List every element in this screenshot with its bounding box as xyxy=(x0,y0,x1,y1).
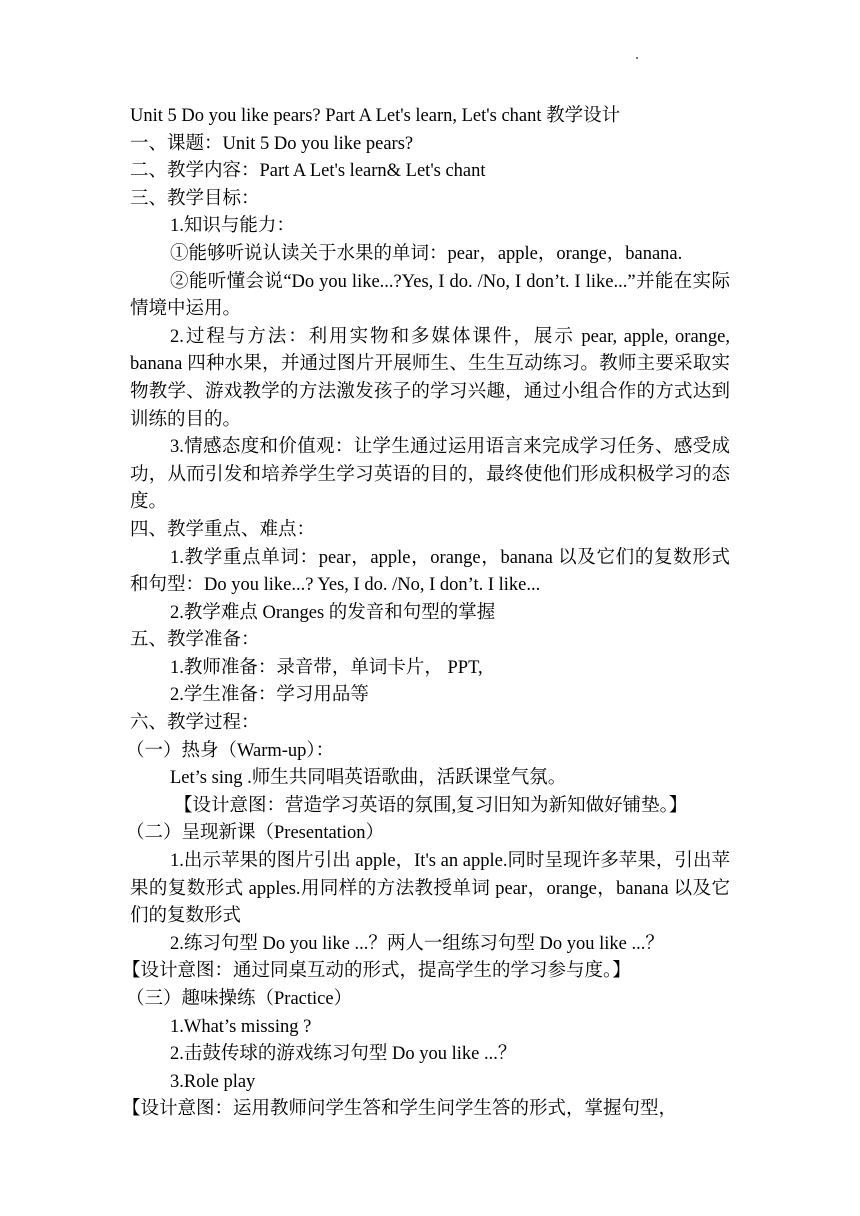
objective-item-1: ①能够听说认读关于水果的单词：pear，apple，orange，banana. xyxy=(170,243,683,264)
warmup-design-intent: 【设计意图：营造学习英语的氛围,复习旧知为新知做好铺垫。】 xyxy=(174,795,688,816)
document-page xyxy=(122,103,730,1124)
student-preparation: 2.学生准备：学习用品等 xyxy=(170,685,369,706)
objectives-heading: 三、教学目标： xyxy=(130,188,260,209)
knowledge-subheading: 1.知识与能力： xyxy=(170,216,295,237)
practice-heading: （三）趣味操练（Practice） xyxy=(126,989,353,1009)
attitude-paragraph: 3.情感态度和价值观：让学生通过运用语言来完成学习任务、感受成功，从而引发和培养学生学习英语的目的，最终使他们形成积极学习的态度。 xyxy=(130,437,730,513)
page-marker-dot xyxy=(636,57,638,59)
process-heading: 六、教学过程： xyxy=(130,713,260,734)
content-heading: 二、教学内容：Part A Let's learn& Let's chant xyxy=(130,161,486,182)
warmup-activity: Let’s sing .师生共同唱英语歌曲，活跃课堂气氛。 xyxy=(170,768,567,789)
objective-item-2: ②能听懂会说“Do you like...?Yes, I do. /No, I don’t. I like...”并能在实际情境中运用。 xyxy=(130,271,730,320)
presentation-step-1: 1.出示苹果的图片引出 apple，It's an apple.同时呈现许多苹果，引出苹果的复数形式 apples.用同样的方法教授单词 pear，orange，banana 以及它们的复数形式 xyxy=(130,851,730,927)
presentation-design-intent: 【设计意图：通过同桌互动的形式，提高学生的学习参与度。】 xyxy=(122,961,631,982)
document-title: Unit 5 Do you like pears? Part A Let's learn, Let's chant 教学设计 xyxy=(130,106,621,126)
key-points-heading: 四、教学重点、难点： xyxy=(130,519,316,540)
teacher-preparation: 1.教师准备：录音带，单词卡片， PPT, xyxy=(170,657,483,678)
warmup-heading: （一）热身（Warm-up）： xyxy=(126,740,335,761)
presentation-heading: （二）呈现新课（Presentation） xyxy=(126,823,384,844)
topic-heading: 一、课题：Unit 5 Do you like pears? xyxy=(130,133,414,154)
practice-item-1: 1.What’s missing ? xyxy=(170,1016,312,1037)
key-points-paragraph: 1.教学重点单词：pear，apple，orange，banana 以及它们的复数形式和句型：Do you like...? Yes, I do. /No, I don’t. I like... xyxy=(130,547,730,596)
preparation-heading: 五、教学准备： xyxy=(130,630,260,651)
process-methods-paragraph: 2.过程与方法：利用实物和多媒体课件，展示 pear, apple, orange, banana 四种水果，并通过图片开展师生、生生互动练习。教师主要采取实物教学、游戏教学的方法激发孩子的学习兴趣，通过小组合作的方式达到训练的目的。 xyxy=(130,326,730,430)
practice-item-2: 2.击鼓传球的游戏练习句型 Do you like ...？ xyxy=(170,1044,517,1065)
practice-item-3: 3.Role play xyxy=(170,1071,256,1092)
difficulty-line: 2.教学难点 Oranges 的发音和句型的掌握 xyxy=(170,602,496,623)
practice-design-intent: 【设计意图：运用教师问学生答和学生问学生答的形式，掌握句型， xyxy=(122,1099,678,1120)
presentation-step-2: 2.练习句型 Do you like ...？两人一组练习句型 Do you like ...？ xyxy=(170,933,664,954)
